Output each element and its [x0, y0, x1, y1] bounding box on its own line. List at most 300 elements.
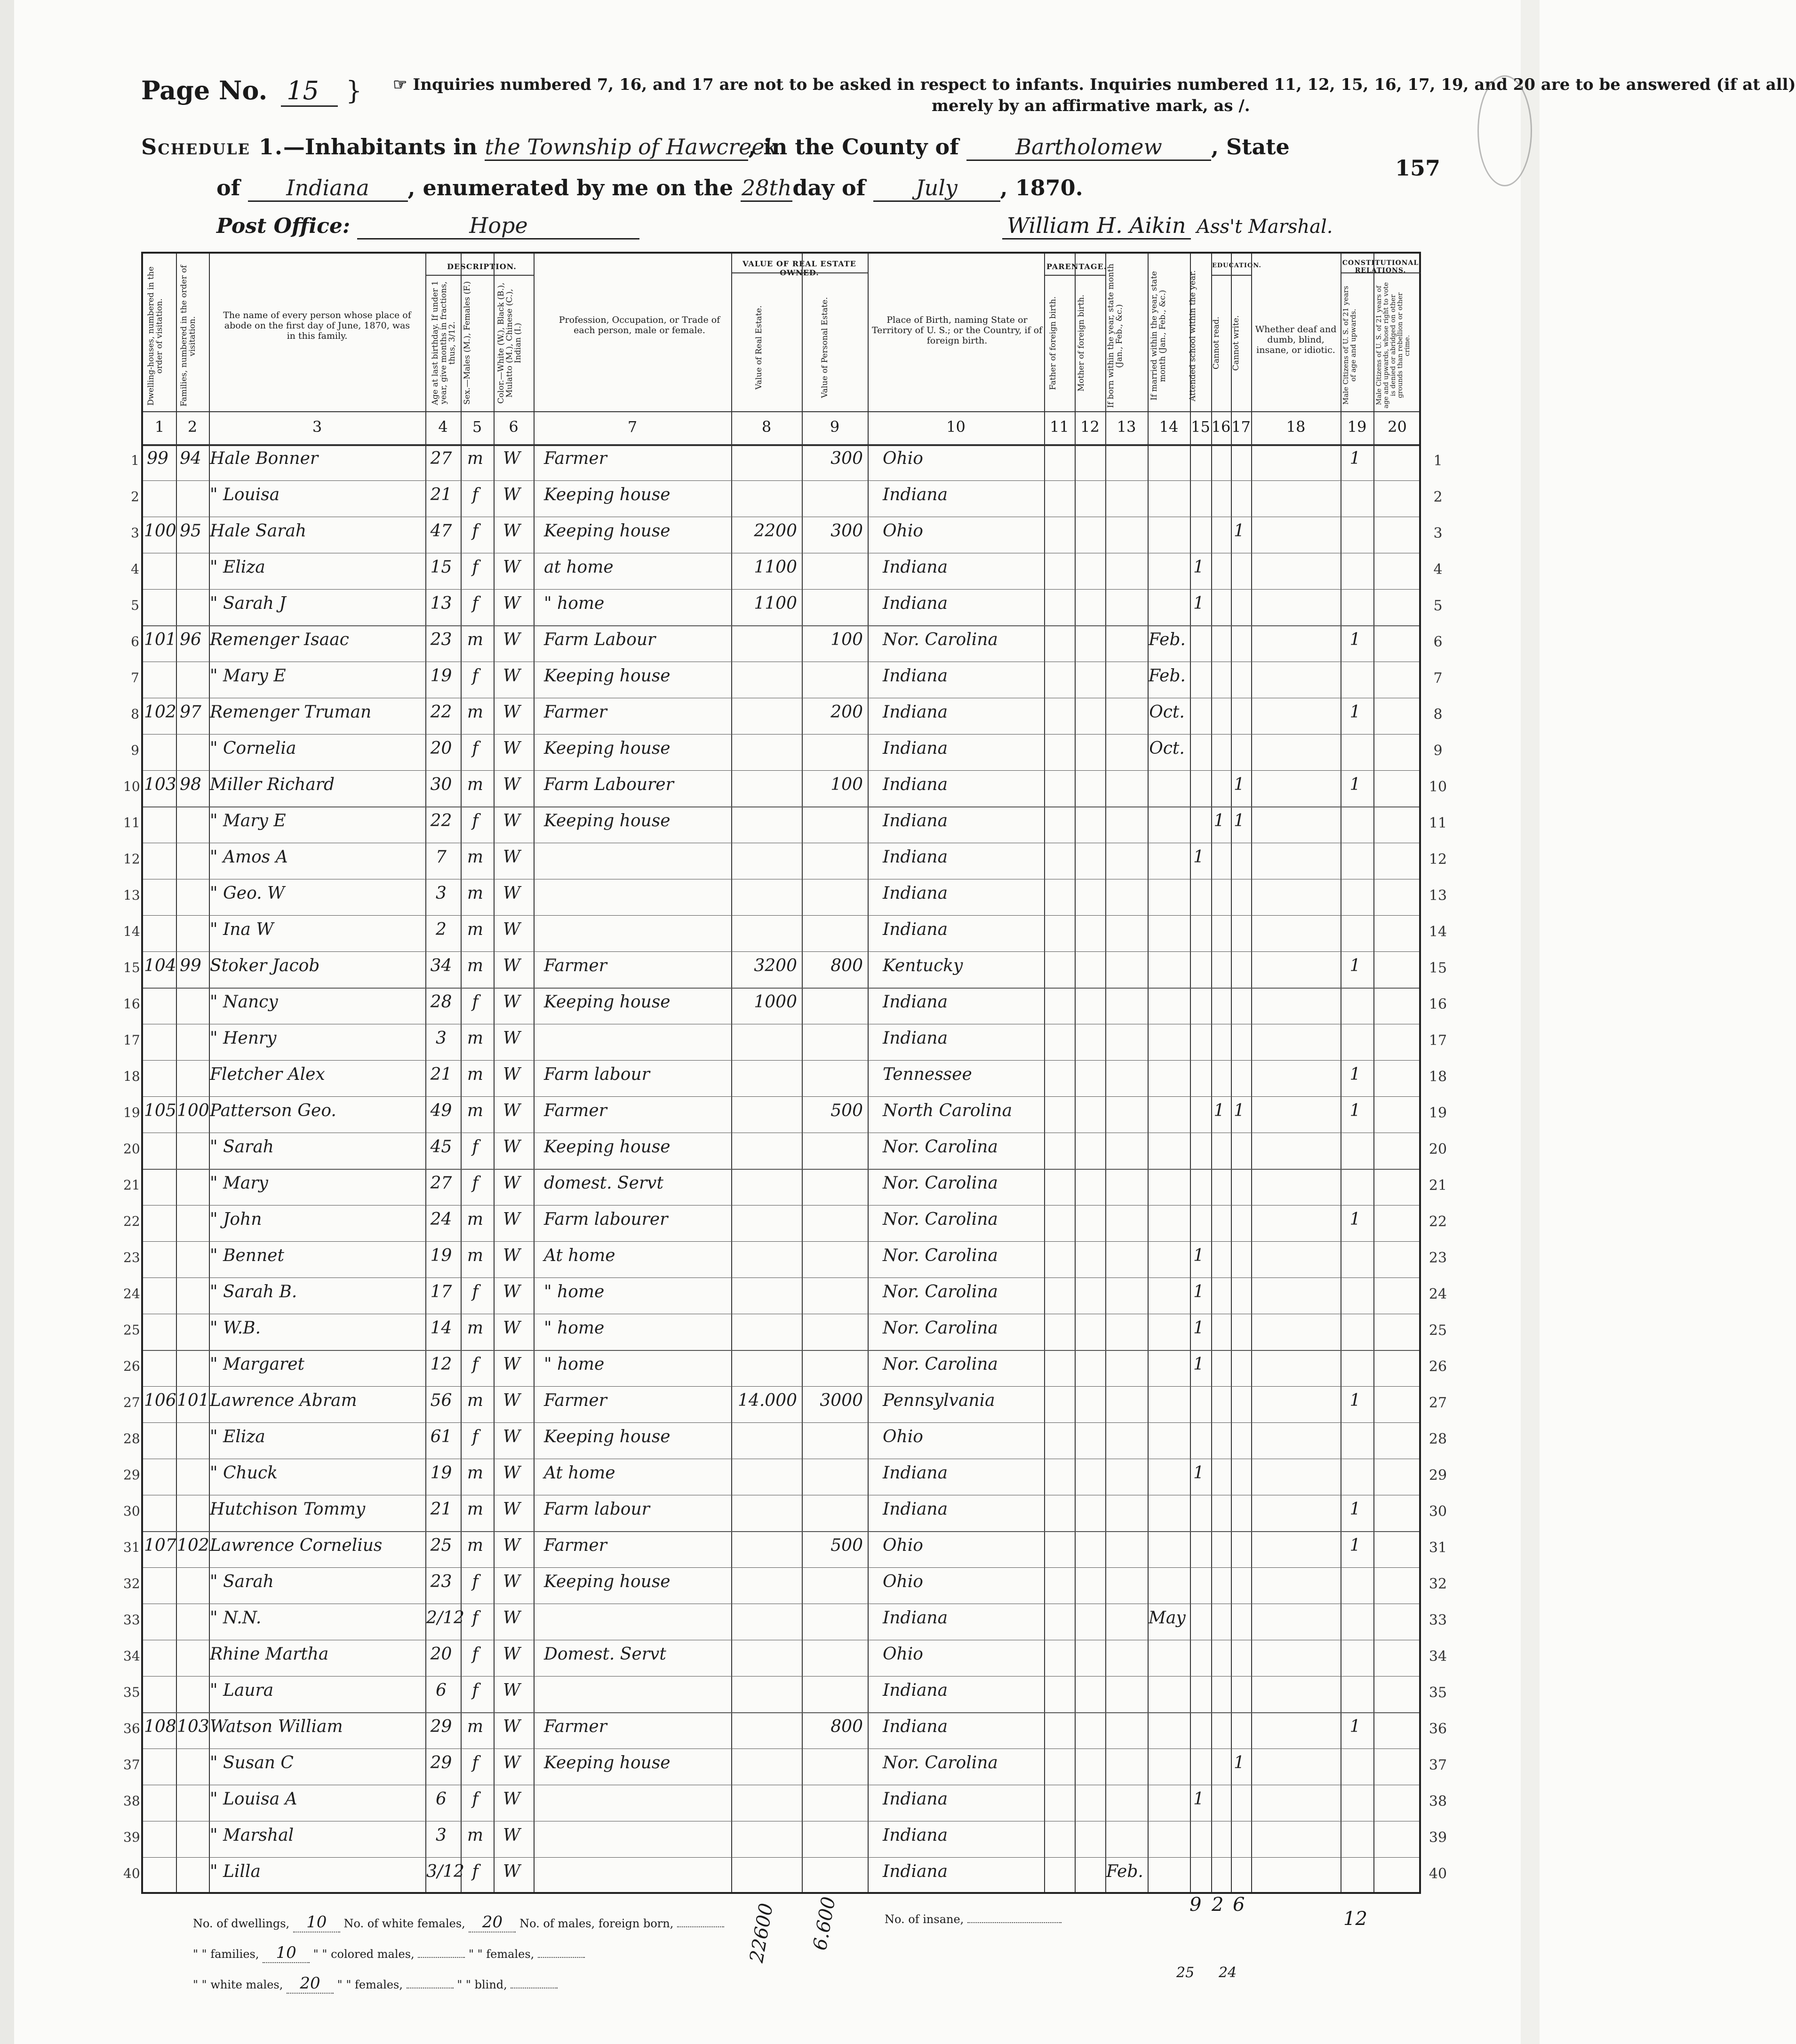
month-field: July — [873, 175, 1000, 202]
color: W — [503, 1210, 520, 1229]
age: 23 — [430, 630, 452, 649]
cannot-write: 1 — [1234, 811, 1245, 830]
sex: f — [472, 1174, 479, 1193]
foreign-females-value — [538, 1957, 585, 1958]
person-name: " Louisa — [210, 485, 280, 504]
county-field: Bartholomew — [966, 134, 1211, 161]
col17-header: Cannot write. — [1231, 315, 1241, 371]
person-name: " Louisa A — [210, 1789, 297, 1809]
cannot-read: 1 — [1213, 811, 1225, 830]
column-number: 4 — [438, 418, 448, 436]
col3-header: The name of every person whose place of abode on the first day of June, 1870, was in this family. — [223, 310, 411, 341]
person-name: Hutchison Tommy — [210, 1500, 366, 1519]
county-label: , in the County of — [748, 134, 959, 160]
row-number-left: 33 — [123, 1612, 140, 1628]
row-number-right: 4 — [1433, 561, 1443, 578]
birthplace: Indiana — [883, 1608, 948, 1628]
male-citizen: 1 — [1349, 630, 1361, 649]
col5-header: Sex.—Males (M.), Females (F.) — [463, 281, 472, 405]
row-number-right: 30 — [1429, 1503, 1447, 1520]
age: 24 — [430, 1210, 452, 1229]
column-number: 17 — [1231, 418, 1251, 436]
sex: m — [467, 1536, 484, 1555]
birthplace: Pennsylvania — [883, 1391, 995, 1410]
age: 19 — [430, 1463, 452, 1483]
column-number: 6 — [509, 418, 519, 436]
col6-header: Color.—White (W.), Black (B.), Mulatto (M.), Chinese (C.), Indian (I.) — [496, 282, 523, 404]
instructions-note-line1: ☞ Inquiries numbered 7, 16, and 17 are not to be asked in respect to infants. Inquiries numbered 11, 12, 15, 16, 17, 19, and 20 are to be answered (if at all) — [393, 75, 1796, 94]
row-number-right: 19 — [1429, 1105, 1447, 1121]
sex: m — [467, 1500, 484, 1519]
family-number: 103 — [177, 1717, 209, 1736]
sex: f — [472, 1789, 479, 1809]
age: 61 — [430, 1427, 452, 1446]
state-line — [216, 175, 1083, 202]
sex: m — [467, 1391, 484, 1410]
occupation: Keeping house — [544, 485, 671, 504]
sex: m — [467, 884, 484, 903]
col14-header: If married within the year, state month (Jan., Feb., &c.) — [1149, 271, 1167, 401]
male-citizen: 1 — [1349, 1717, 1361, 1736]
occupation: at home — [544, 558, 614, 577]
row-number-right: 18 — [1429, 1069, 1447, 1085]
white-females-label: No. of white females, — [343, 1917, 465, 1930]
row-number-right: 12 — [1429, 851, 1447, 868]
color: W — [503, 1101, 520, 1120]
insane-value — [967, 1922, 1062, 1923]
sex: f — [472, 1645, 479, 1664]
row-number-left: 37 — [123, 1757, 140, 1773]
male-citizen: 1 — [1349, 449, 1361, 468]
row-number-right: 23 — [1429, 1250, 1447, 1266]
occupation: Keeping house — [544, 1137, 671, 1157]
year-label: , 1870. — [1000, 175, 1083, 200]
person-name: " Geo. W — [210, 884, 285, 903]
row-number-right: 24 — [1429, 1286, 1447, 1302]
row-rule — [143, 806, 1419, 807]
person-name: " Laura — [210, 1681, 274, 1700]
attended-school: 1 — [1193, 558, 1204, 577]
row-number-left: 9 — [131, 743, 139, 758]
colored-males-value — [418, 1957, 465, 1958]
person-name: " Nancy — [210, 992, 278, 1012]
row-number-right: 40 — [1429, 1866, 1447, 1882]
sex: f — [472, 521, 479, 541]
row-rule — [143, 770, 1419, 771]
age: 15 — [430, 558, 452, 577]
male-citizen: 1 — [1349, 775, 1361, 794]
birthplace: Indiana — [883, 1789, 948, 1809]
occupation: Farmer — [544, 956, 607, 975]
row-number-left: 29 — [123, 1467, 140, 1483]
age: 20 — [430, 1645, 452, 1664]
row-number-left: 19 — [123, 1105, 140, 1120]
personal-estate-value: 3000 — [820, 1391, 863, 1410]
occupation: Farm labourer — [544, 1210, 668, 1229]
row-number-right: 3 — [1433, 525, 1443, 542]
age: 21 — [430, 1065, 452, 1084]
married-within-year: Oct. — [1149, 703, 1185, 722]
row-number-left: 11 — [123, 815, 140, 830]
header-rule — [143, 411, 1419, 412]
sex: m — [467, 1065, 484, 1084]
married-within-year: May — [1149, 1608, 1186, 1628]
color: W — [503, 811, 520, 830]
row-number-left: 2 — [131, 489, 139, 504]
person-name: " Eliza — [210, 558, 265, 577]
row-number-right: 34 — [1429, 1648, 1447, 1665]
person-name: " Sarah J — [210, 594, 286, 613]
dwelling-number: 99 — [147, 449, 168, 468]
occupation: Keeping house — [544, 521, 671, 541]
row-number-right: 2 — [1433, 489, 1443, 505]
person-name: " Mary E — [210, 666, 286, 686]
age: 2/12 — [426, 1608, 464, 1628]
age: 25 — [430, 1536, 452, 1555]
person-name: " Amos A — [210, 847, 288, 867]
row-rule — [143, 1422, 1419, 1423]
color: W — [503, 703, 520, 722]
row-rule — [143, 951, 1419, 952]
cannot-write: 1 — [1234, 775, 1245, 794]
col4-header: Age at last birthday. If under 1 year, give months in fractions, thus, 3/12. — [431, 280, 457, 406]
family-number: 102 — [177, 1536, 209, 1555]
row-number-right: 27 — [1429, 1395, 1447, 1411]
row-number-left: 10 — [123, 779, 140, 794]
birthplace: North Carolina — [883, 1101, 1013, 1120]
row-number-left: 14 — [123, 924, 140, 939]
age: 13 — [430, 594, 452, 613]
dwelling-number: 106 — [144, 1391, 176, 1410]
column-number: 15 — [1191, 418, 1210, 436]
family-number: 97 — [180, 703, 201, 722]
white-males-value: 20 — [287, 1974, 334, 1994]
occupation: Farmer — [544, 1391, 607, 1410]
column-number: 14 — [1159, 418, 1179, 436]
col10-header: Place of Birth, naming State or Territory of U. S.; or the Country, if of foreign birth. — [871, 315, 1043, 346]
row-number-right: 38 — [1429, 1793, 1447, 1810]
personal-estate-value: 800 — [830, 956, 863, 975]
col1-header: Dwelling-houses, numbered in the order of visitation. — [146, 266, 164, 406]
row-number-left: 20 — [123, 1141, 140, 1157]
dwelling-number: 107 — [144, 1536, 176, 1555]
header-rule — [143, 444, 1419, 446]
sex: f — [472, 811, 479, 830]
column-divider — [802, 254, 803, 1892]
row-rule — [143, 1567, 1419, 1568]
birthplace: Ohio — [883, 1427, 923, 1446]
foreign-females-label: " " females, — [468, 1948, 535, 1961]
marshal-label: Ass't Marshal. — [1197, 216, 1333, 238]
row-rule — [143, 589, 1419, 590]
person-name: Patterson Geo. — [210, 1101, 336, 1120]
person-name: Fletcher Alex — [210, 1065, 325, 1084]
married-within-year: Feb. — [1149, 630, 1186, 649]
person-name: " Lilla — [210, 1862, 261, 1881]
colored-females-label: " " females, — [337, 1978, 403, 1991]
male-citizen: 1 — [1349, 1536, 1361, 1555]
attended-school: 1 — [1193, 594, 1204, 613]
age: 19 — [430, 666, 452, 686]
personal-estate-value: 300 — [830, 521, 863, 541]
age: 56 — [430, 1391, 452, 1410]
row-number-right: 17 — [1429, 1032, 1447, 1049]
dwelling-number: 103 — [144, 775, 176, 794]
person-name: Stoker Jacob — [210, 956, 320, 975]
sex: f — [472, 485, 479, 504]
personal-estate-value: 500 — [830, 1101, 863, 1120]
schedule-label: Schedule 1. — [141, 134, 283, 160]
person-name: " John — [210, 1210, 262, 1229]
row-number-right: 29 — [1429, 1467, 1447, 1484]
person-name: " Eliza — [210, 1427, 265, 1446]
dwelling-number: 108 — [144, 1717, 176, 1736]
color: W — [503, 1536, 520, 1555]
age: 28 — [430, 992, 452, 1012]
column-number: 20 — [1388, 418, 1407, 436]
day-field: 28th — [741, 175, 792, 202]
color: W — [503, 1282, 520, 1301]
occupation: " home — [544, 1355, 605, 1374]
sex: m — [467, 1210, 484, 1229]
birthplace: Ohio — [883, 1645, 923, 1664]
birthplace: Indiana — [883, 847, 948, 867]
sex: m — [467, 703, 484, 722]
row-rule — [143, 625, 1419, 626]
page-number: 15 — [281, 76, 338, 107]
color: W — [503, 992, 520, 1012]
attended-school: 1 — [1193, 1789, 1204, 1809]
person-name: Rhine Martha — [210, 1645, 329, 1664]
person-name: " Marshal — [210, 1826, 294, 1845]
col15-header: Attended school within the year. — [1188, 270, 1197, 402]
row-number-left: 12 — [123, 851, 140, 867]
sex: f — [472, 739, 479, 758]
row-rule — [143, 1350, 1419, 1351]
age: 3/12 — [426, 1862, 464, 1881]
row-number-right: 26 — [1429, 1358, 1447, 1375]
row-number-left: 18 — [123, 1069, 140, 1084]
cannot-write: 1 — [1234, 1101, 1245, 1120]
col13-header: If born within the year, state month (Jan., Feb., &c.) — [1106, 263, 1124, 408]
row-number-left: 1 — [131, 453, 139, 468]
age: 21 — [430, 485, 452, 504]
column-number: 18 — [1286, 418, 1306, 436]
birthplace: Nor. Carolina — [883, 1318, 998, 1338]
age: 3 — [436, 1029, 447, 1048]
sex: m — [467, 1463, 484, 1483]
row-rule — [143, 1386, 1419, 1387]
attended-school: 1 — [1193, 1282, 1204, 1301]
married-within-year: Oct. — [1149, 739, 1185, 758]
sex: m — [467, 449, 484, 468]
color: W — [503, 739, 520, 758]
dwelling-number: 102 — [144, 703, 176, 722]
foreign-males-label: No. of males, foreign born, — [519, 1917, 674, 1930]
color: W — [503, 1137, 520, 1157]
male-citizen: 1 — [1349, 1210, 1361, 1229]
column-divider — [1190, 254, 1191, 1892]
sex: f — [472, 1608, 479, 1628]
row-number-right: 35 — [1429, 1685, 1447, 1701]
row-rule — [143, 1060, 1419, 1061]
color: W — [503, 1029, 520, 1048]
row-rule — [143, 480, 1419, 481]
row-number-left: 8 — [131, 706, 139, 722]
column-number: 19 — [1347, 418, 1367, 436]
row-rule — [143, 1857, 1419, 1858]
of-label: of — [216, 175, 240, 200]
row-number-left: 17 — [123, 1032, 140, 1048]
column-number: 7 — [627, 418, 638, 436]
row-number-right: 16 — [1429, 996, 1447, 1013]
real-estate-value: 2200 — [754, 521, 797, 541]
cannot-write: 1 — [1234, 1753, 1245, 1773]
row-rule — [143, 988, 1419, 989]
age: 2 — [436, 920, 447, 939]
row-number-right: 8 — [1433, 706, 1443, 723]
row-number-left: 6 — [131, 634, 139, 649]
age: 3 — [436, 1826, 447, 1845]
occupation: " home — [544, 594, 605, 613]
post-office-line — [216, 213, 639, 240]
colored-males-label: " " colored males, — [313, 1948, 415, 1961]
row-number-left: 36 — [123, 1721, 140, 1736]
col9-header: Value of Personal Estate. — [820, 297, 830, 399]
age: 7 — [436, 847, 447, 867]
occupation: At home — [544, 1246, 615, 1265]
sex: m — [467, 775, 484, 794]
total-cannot-read: 2 — [1212, 1894, 1224, 1916]
birthplace: Nor. Carolina — [883, 1174, 998, 1193]
total-male-citizens: 12 — [1343, 1908, 1367, 1930]
value-group-header: VALUE OF REAL ESTATE OWNED. — [742, 259, 856, 277]
sex: m — [467, 1318, 484, 1338]
birthplace: Indiana — [883, 1463, 948, 1483]
total-real-estate: 22600 — [745, 1901, 778, 1964]
occupation: Farmer — [544, 449, 607, 468]
attended-school: 1 — [1193, 1318, 1204, 1338]
birthplace: Indiana — [883, 594, 948, 613]
birthplace: Indiana — [883, 485, 948, 504]
row-rule — [143, 1676, 1419, 1677]
row-number-right: 10 — [1429, 779, 1447, 795]
row-number-left: 31 — [123, 1540, 140, 1555]
row-number-left: 27 — [123, 1395, 140, 1410]
color: W — [503, 847, 520, 867]
age: 22 — [430, 703, 452, 722]
row-number-left: 26 — [123, 1358, 140, 1374]
row-number-right: 37 — [1429, 1757, 1447, 1773]
male-citizen: 1 — [1349, 1101, 1361, 1120]
state-field: Indiana — [248, 175, 408, 202]
family-number: 94 — [180, 449, 201, 468]
total-school: 9 — [1189, 1894, 1202, 1916]
person-name: " Sarah — [210, 1572, 274, 1591]
sex: f — [472, 1137, 479, 1157]
color: W — [503, 558, 520, 577]
person-name: " Cornelia — [210, 739, 296, 758]
real-estate-value: 3200 — [754, 956, 797, 975]
column-number: 1 — [154, 418, 165, 436]
row-number-left: 5 — [131, 598, 139, 613]
occupation: Farm labour — [544, 1065, 650, 1084]
person-name: Hale Sarah — [210, 521, 307, 541]
birthplace: Kentucky — [883, 956, 963, 975]
person-name: " Chuck — [210, 1463, 278, 1483]
color: W — [503, 1500, 520, 1519]
family-number: 96 — [180, 630, 201, 649]
birthplace: Indiana — [883, 920, 948, 939]
row-number-right: 36 — [1429, 1721, 1447, 1737]
occupation: Farmer — [544, 1536, 607, 1555]
birthplace: Ohio — [883, 1536, 923, 1555]
attended-school: 1 — [1193, 847, 1204, 867]
post-office-field: Hope — [357, 213, 639, 240]
row-number-right: 15 — [1429, 960, 1447, 976]
column-number: 13 — [1117, 418, 1136, 436]
row-number-left: 40 — [123, 1866, 140, 1881]
row-number-left: 15 — [123, 960, 140, 975]
column-divider — [1075, 254, 1076, 1892]
page-edge-right — [1521, 0, 1540, 2044]
constitutional-group-header: CONSTITUTIONAL RELATIONS. — [1342, 259, 1419, 274]
education-group-header: EDUCATION. — [1212, 262, 1261, 269]
dwelling-number: 101 — [144, 630, 176, 649]
age: 6 — [436, 1789, 447, 1809]
row-number-right: 14 — [1429, 924, 1447, 940]
color: W — [503, 1789, 520, 1809]
column-number: 5 — [472, 418, 482, 436]
birthplace: Indiana — [883, 775, 948, 794]
row-number-right: 25 — [1429, 1322, 1447, 1339]
color: W — [503, 956, 520, 975]
column-number: 8 — [761, 418, 772, 436]
color: W — [503, 1463, 520, 1483]
subtotal-school: 25 — [1176, 1964, 1195, 1981]
col11-header: Father of foreign birth. — [1048, 296, 1058, 390]
age: 29 — [430, 1717, 452, 1736]
column-number: 9 — [830, 418, 840, 436]
birthplace: Ohio — [883, 521, 923, 541]
row-number-left: 34 — [123, 1648, 140, 1664]
real-estate-value: 14.000 — [738, 1391, 797, 1410]
total-personal-estate: 6.600 — [809, 1895, 840, 1952]
person-name: Watson William — [210, 1717, 343, 1736]
occupation: Keeping house — [544, 1572, 671, 1591]
township-field: the Township of Hawcreek — [485, 134, 748, 161]
col2-header: Families, numbered in the order of visitation. — [179, 265, 197, 407]
group-underline — [731, 272, 868, 273]
occupation: " home — [544, 1318, 605, 1338]
age: 21 — [430, 1500, 452, 1519]
personal-estate-value: 500 — [830, 1536, 863, 1555]
person-name: Miller Richard — [210, 775, 335, 794]
age: 30 — [430, 775, 452, 794]
person-name: Remenger Truman — [210, 703, 372, 722]
person-name: Hale Bonner — [210, 449, 319, 468]
occupation: Farmer — [544, 1717, 607, 1736]
color: W — [503, 775, 520, 794]
group-underline — [1044, 275, 1105, 276]
age: 6 — [436, 1681, 447, 1700]
color: W — [503, 1608, 520, 1628]
row-number-right: 39 — [1429, 1829, 1447, 1846]
row-number-right: 7 — [1433, 670, 1443, 687]
occupation: Keeping house — [544, 1753, 671, 1773]
col12-header: Mother of foreign birth. — [1077, 295, 1086, 391]
col8-header: Value of Real Estate. — [754, 305, 764, 390]
